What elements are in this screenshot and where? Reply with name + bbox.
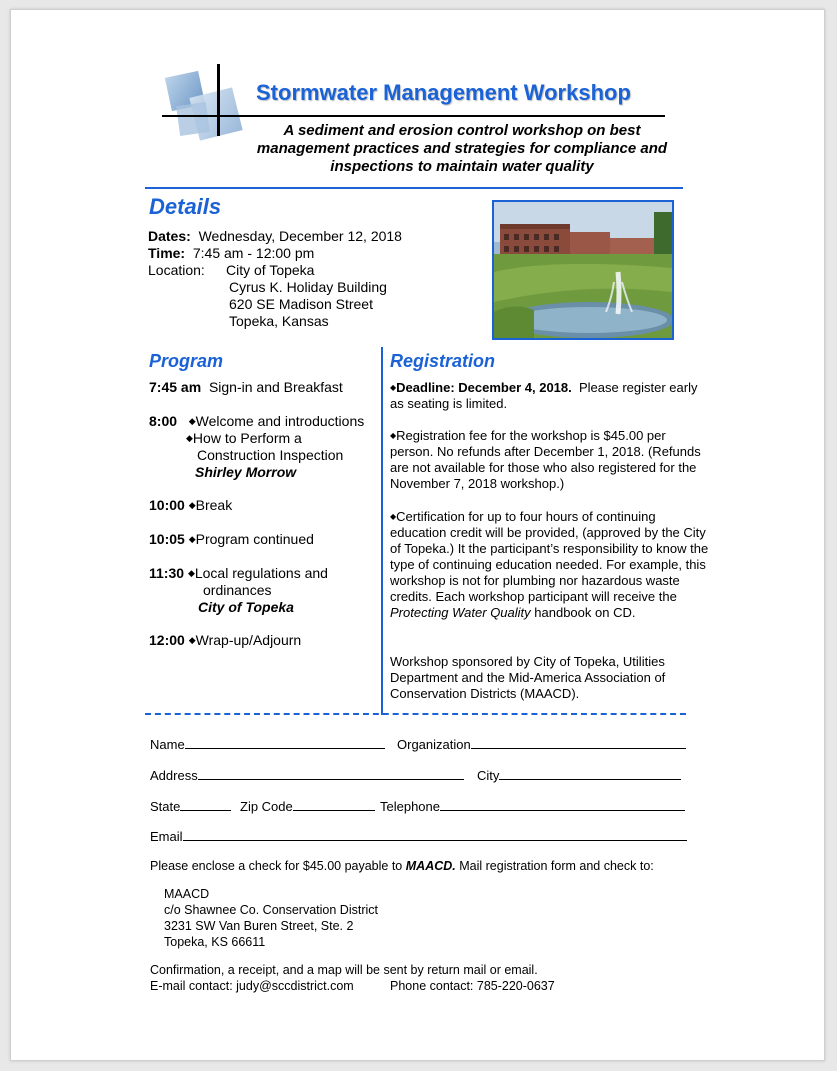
bullet-icon: ◆	[188, 500, 196, 510]
location-line: Cyrus K. Holiday Building	[229, 279, 387, 295]
program-item	[186, 430, 302, 447]
program-time: 11:30	[149, 565, 185, 581]
program-time: 10:00	[149, 497, 185, 513]
program-text: Break	[195, 497, 233, 513]
telephone-row	[380, 798, 685, 814]
program-item	[149, 413, 364, 430]
speaker-name: Shirley Morrow	[195, 464, 297, 480]
organization-row	[397, 736, 686, 752]
program-time: 10:05	[149, 531, 185, 547]
email-field[interactable]	[183, 828, 687, 841]
program-item	[149, 565, 328, 582]
column-divider	[381, 347, 383, 715]
bullet-icon: ◆	[188, 416, 196, 426]
bullet-icon: ◆	[187, 568, 195, 578]
fee-text: Registration fee for the workshop is $45.00 per person. No refunds after December 1, 2018. (Refunds are not available for those who also registered for the November 7, 2018 workshop.)	[390, 428, 701, 491]
city-label: City	[477, 768, 500, 783]
mail-address-line: MAACD	[164, 887, 210, 901]
logo-graphic	[160, 64, 256, 154]
deadline-text: Deadline: December 4, 2018.	[396, 380, 572, 395]
sponsor-paragraph: Workshop sponsored by City of Topeka, Utilities Department and the Mid-America Association of Conservation Districts (MAACD).	[390, 654, 666, 701]
telephone-field[interactable]	[440, 798, 685, 811]
location-line: 620 SE Madison Street	[229, 296, 373, 312]
program-item	[149, 379, 343, 396]
program-text: Welcome and introductions	[195, 413, 365, 429]
program-text: Local regulations and	[194, 565, 328, 581]
program-time: 8:00	[149, 413, 178, 429]
email-contact: E-mail contact: judy@sccdistrict.com	[150, 979, 354, 993]
address-label: Address	[150, 768, 198, 783]
cut-line	[145, 713, 686, 715]
bullet-icon: ◆	[390, 512, 397, 521]
location-line: Topeka, Kansas	[229, 313, 329, 329]
zip-field[interactable]	[293, 798, 375, 811]
address-row	[150, 767, 464, 783]
state-row	[150, 798, 231, 814]
state-field[interactable]	[180, 798, 231, 811]
payee: MAACD.	[405, 859, 456, 873]
program-text: Sign-in and Breakfast	[208, 379, 343, 395]
dates-line	[148, 228, 402, 245]
program-text: Program continued	[195, 531, 314, 547]
bullet-icon: ◆	[390, 383, 397, 392]
state-label: State	[150, 799, 181, 814]
program-text: ordinances	[203, 582, 272, 598]
bullet-icon: ◆	[188, 534, 196, 544]
program-text: Wrap-up/Adjourn	[195, 632, 302, 648]
fee-paragraph	[390, 428, 710, 492]
bullet-icon: ◆	[188, 635, 196, 645]
telephone-label: Telephone	[380, 799, 440, 814]
program-item	[149, 632, 301, 649]
bullet-icon: ◆	[186, 433, 193, 443]
program-text: How to Perform a	[192, 430, 302, 446]
building-photo	[492, 200, 674, 340]
location-label: Location:	[148, 262, 205, 278]
organization-label: Organization	[397, 737, 471, 752]
name-field[interactable]	[185, 736, 385, 749]
time-value: 7:45 am - 12:00 pm	[192, 245, 315, 261]
enclose-text: Please enclose a check for $45.00 payable to	[150, 859, 403, 873]
bullet-icon: ◆	[390, 431, 397, 440]
phone-contact: Phone contact: 785-220-0637	[390, 979, 555, 993]
mail-address-line: Topeka, KS 66611	[164, 935, 266, 949]
program-item	[149, 497, 232, 514]
name-label: Name	[150, 737, 185, 752]
cert-text: Certification for up to four hours of continuing education credit will be provided, (approved by the City of Topeka.) It the participant’s responsibility to know the type of continuing education needed. For example, this workshop is not for plumbing nor hazardous waste credits. Each workshop participant will receive the	[390, 509, 709, 604]
enclose-text-end: Mail registration form and check to:	[459, 859, 654, 873]
program-time: 7:45 am	[149, 379, 202, 395]
program-heading: Program	[149, 351, 224, 371]
program-item	[149, 531, 314, 548]
address-field[interactable]	[198, 767, 464, 780]
mail-address-line: c/o Shawnee Co. Conservation District	[164, 903, 378, 917]
program-time: 12:00	[149, 632, 185, 648]
time-line	[148, 245, 314, 262]
subtitle: A sediment and erosion control workshop on best management practices and strategies for compliance and inspections to maintain water quality	[256, 122, 668, 175]
dates-value: Wednesday, December 12, 2018	[198, 228, 402, 244]
zip-label: Zip Code	[240, 799, 293, 814]
program-text: Construction Inspection	[197, 447, 344, 463]
header-divider	[145, 187, 683, 189]
deadline-paragraph	[390, 380, 710, 412]
dates-label: Dates:	[148, 228, 191, 244]
time-label: Time:	[148, 245, 186, 261]
cert-text-end: handbook on CD.	[534, 605, 636, 620]
name-row	[150, 736, 385, 752]
email-label: Email	[150, 829, 183, 844]
organization-field[interactable]	[471, 736, 686, 749]
zip-row	[240, 798, 375, 814]
city-row	[477, 767, 681, 783]
handbook-title: Protecting Water Quality	[390, 605, 531, 620]
city-field[interactable]	[499, 767, 681, 780]
title-rule	[162, 115, 665, 117]
registration-heading: Registration	[390, 351, 496, 371]
page-title: Stormwater Management Workshop	[256, 80, 631, 105]
location-line: City of Topeka	[226, 262, 315, 278]
certification-paragraph	[390, 509, 710, 621]
mail-address-line: 3231 SW Van Buren Street, Ste. 2	[164, 919, 354, 933]
speaker-name: City of Topeka	[198, 599, 294, 615]
enclose-note	[150, 858, 654, 874]
email-row	[150, 828, 687, 844]
confirmation-note: Confirmation, a receipt, and a map will be sent by return mail or email.	[150, 963, 538, 977]
details-heading: Details	[149, 194, 222, 219]
deadline-note: Please register early as seating is limited.	[390, 380, 698, 411]
